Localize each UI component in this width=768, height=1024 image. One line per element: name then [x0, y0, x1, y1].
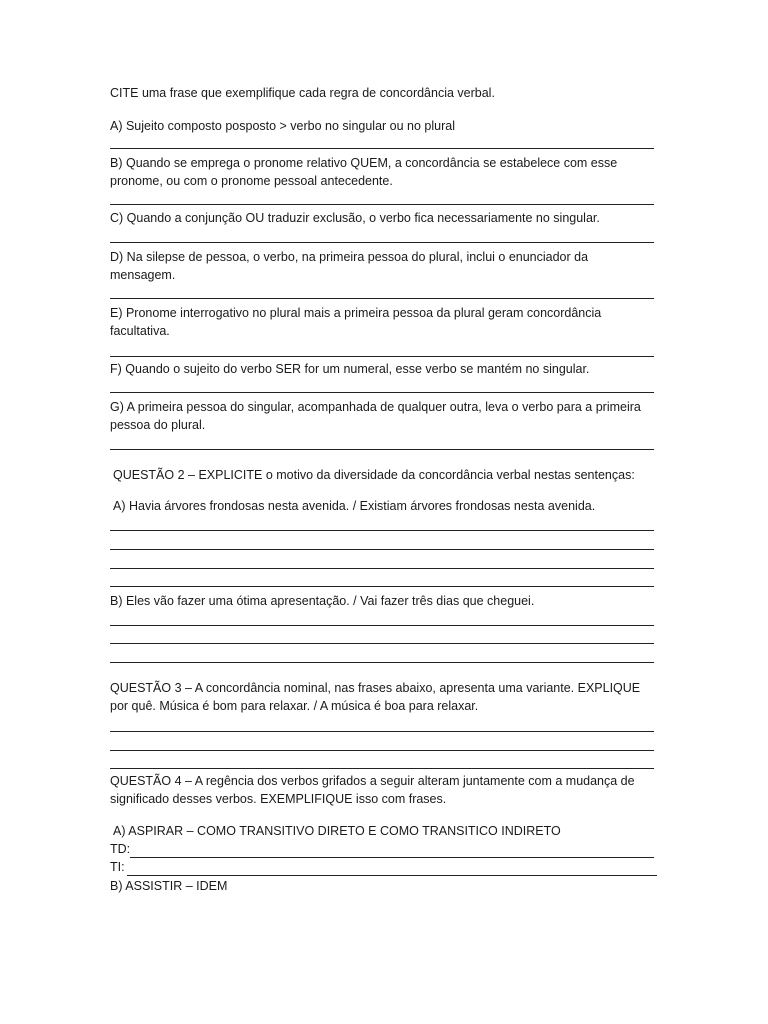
intro-instruction: CITE uma frase que exemplifique cada regra de concordância verbal.	[110, 86, 495, 100]
answer-line[interactable]	[110, 731, 654, 732]
answer-line[interactable]	[110, 356, 654, 357]
answer-line[interactable]	[110, 449, 654, 450]
rule-b: B) Quando se emprega o pronome relativo QUEM, a concordância se estabelece com esse pronome, ou com o pronome pessoal antecedente.	[110, 156, 618, 188]
rule-d: D) Na silepse de pessoa, o verbo, na primeira pessoa do plural, inclui o enunciador da mensagem.	[110, 250, 589, 282]
ti-label: TI:	[110, 860, 125, 874]
answer-line[interactable]	[110, 625, 654, 626]
td-answer-line[interactable]	[130, 857, 654, 858]
rule-f: F) Quando o sujeito do verbo SER for um numeral, esse verbo se mantém no singular.	[110, 362, 590, 376]
rule-e: E) Pronome interrogativo no plural mais a primeira pessoa da plural geram concordância facultativa.	[110, 306, 602, 338]
question-2-item-b: B) Eles vão fazer uma ótima apresentação. / Vai fazer três dias que cheguei.	[110, 594, 535, 608]
answer-line[interactable]	[110, 750, 654, 751]
rule-a: A) Sujeito composto posposto > verbo no singular ou no plural	[110, 119, 456, 133]
answer-line[interactable]	[110, 568, 654, 569]
question-2-item-a: A) Havia árvores frondosas nesta avenida. / Existiam árvores frondosas nesta avenida.	[113, 499, 596, 513]
answer-line[interactable]	[110, 662, 654, 663]
rule-g: G) A primeira pessoa do singular, acompanhada de qualquer outra, leva o verbo para a primeira pessoa do plural.	[110, 400, 641, 432]
question-2-title: QUESTÃO 2 – EXPLICITE o motivo da diversidade da concordância verbal nestas sentenças:	[113, 468, 635, 482]
answer-line[interactable]	[110, 768, 654, 769]
answer-line[interactable]	[110, 392, 654, 393]
answer-line[interactable]	[110, 549, 654, 550]
question-3-title: QUESTÃO 3 – A concordância nominal, nas frases abaixo, apresenta uma variante. EXPLIQUE por quê. Música é bom para relaxar. / A música é boa para relaxar.	[110, 681, 641, 713]
question-4-item-a: A) ASPIRAR – COMO TRANSITIVO DIRETO E COMO TRANSITICO INDIRETO	[113, 824, 561, 838]
answer-line[interactable]	[110, 298, 654, 299]
answer-line[interactable]	[110, 643, 654, 644]
question-4-item-b: B) ASSISTIR – IDEM	[110, 879, 228, 893]
answer-line[interactable]	[110, 586, 654, 587]
answer-line[interactable]	[110, 204, 654, 205]
answer-line[interactable]	[110, 242, 654, 243]
ti-answer-line[interactable]	[127, 875, 657, 876]
answer-line[interactable]	[110, 148, 654, 149]
question-4-title: QUESTÃO 4 – A regência dos verbos grifados a seguir alteram juntamente com a mudança de significado desses verbos. EXEMPLIFIQUE isso com frases.	[110, 774, 635, 806]
rule-c: C) Quando a conjunção OU traduzir exclusão, o verbo fica necessariamente no singular.	[110, 211, 600, 225]
answer-line[interactable]	[110, 530, 654, 531]
td-label: TD:	[110, 842, 131, 856]
